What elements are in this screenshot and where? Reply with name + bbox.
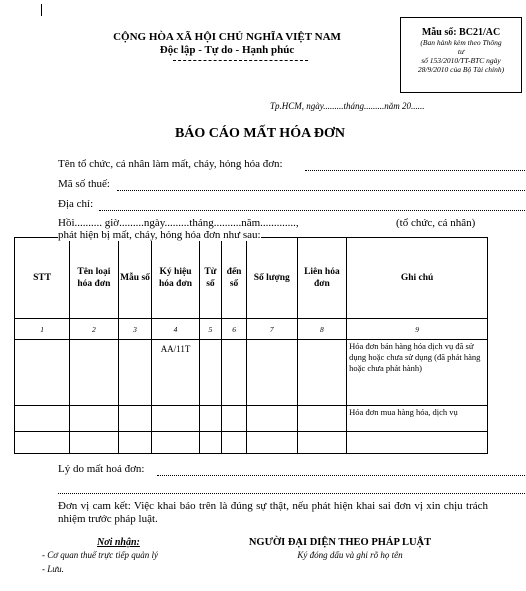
- num-cell: 4: [152, 319, 199, 340]
- recipient-1: - Cơ quan thuế trực tiếp quản lý: [42, 550, 158, 560]
- num-cell: 7: [246, 319, 297, 340]
- num-cell: 3: [118, 319, 152, 340]
- time-line-1b: (tổ chức, cá nhân): [396, 217, 476, 229]
- tax-code-field[interactable]: [117, 190, 525, 191]
- col-from-no: Từ số: [199, 238, 222, 319]
- form-code-box: [400, 17, 522, 93]
- table-row: [15, 340, 488, 406]
- table-cell[interactable]: [297, 406, 347, 432]
- num-cell: 9: [347, 319, 488, 340]
- table-cell[interactable]: [246, 406, 297, 432]
- table-cell[interactable]: [15, 432, 70, 454]
- num-cell: 1: [15, 319, 70, 340]
- signer-note: Ký đóng dấu và ghi rõ họ tên: [297, 550, 403, 560]
- num-cell: 5: [199, 319, 222, 340]
- col-quantity: Số lượng: [246, 238, 297, 319]
- motto-underline: [173, 60, 308, 61]
- report-title: BÁO CÁO MẤT HÓA ĐƠN: [174, 126, 346, 141]
- note-cell[interactable]: Hóa đơn mua hàng hóa, dịch vụ: [347, 406, 488, 432]
- table-cell[interactable]: [70, 432, 118, 454]
- table-cell[interactable]: [118, 406, 152, 432]
- num-cell: 2: [70, 319, 118, 340]
- reason-label: Lý do mất hoá đơn:: [58, 463, 145, 475]
- republic-heading: CỘNG HÒA XÃ HỘI CHỦ NGHĨA VIỆT NAM: [113, 31, 341, 43]
- table-row: [15, 406, 488, 432]
- org-name-label: Tên tổ chức, cá nhân làm mất, cháy, hỏng hóa đơn:: [58, 158, 283, 170]
- table-cell[interactable]: [70, 340, 118, 406]
- num-cell: 6: [222, 319, 247, 340]
- table-row: [15, 432, 488, 454]
- num-cell: 8: [297, 319, 347, 340]
- note-cell[interactable]: Hóa đơn bán hàng hóa dịch vụ đã sử dụng hoặc chưa sử dụng (đã phát hàng hoặc chưa phát hành): [347, 340, 488, 406]
- margin-tick: [41, 4, 42, 16]
- table-header-row: [15, 238, 488, 319]
- table-number-row: [15, 319, 488, 340]
- table-cell[interactable]: [222, 406, 247, 432]
- col-form-no: Mẫu số: [118, 238, 152, 319]
- table-cell[interactable]: [297, 432, 347, 454]
- form-code: Mẫu số: BC21/AC: [421, 27, 501, 38]
- col-copy: Liên hóa đơn: [297, 238, 347, 319]
- col-stt: STT: [15, 238, 70, 319]
- table-cell[interactable]: [199, 340, 222, 406]
- place-date: Tp.HCM, ngày.........tháng.........năm 20......: [270, 101, 425, 111]
- form-note-line-1: (Ban hành kèm theo Thông: [420, 38, 502, 47]
- signer-title: NGƯỜI ĐẠI DIỆN THEO PHÁP LUẬT: [248, 537, 432, 548]
- commitment-text: Đơn vị cam kết: Việc khai báo trên là đúng sự thật, nếu phát hiện khai sai đơn vị xin chịu trách nhiệm trước pháp luật.: [58, 500, 488, 525]
- col-note: Ghi chú: [347, 238, 488, 319]
- table-cell[interactable]: [118, 432, 152, 454]
- address-field[interactable]: [99, 210, 525, 211]
- time-line-1: Hồi.......... giờ.........ngày.........tháng..........năm.............,: [58, 217, 299, 229]
- recipients-title: Nơi nhận:: [97, 537, 140, 548]
- table-cell[interactable]: [118, 340, 152, 406]
- table-cell[interactable]: [199, 406, 222, 432]
- address-label: Địa chỉ:: [58, 198, 94, 210]
- form-note-line-4: 28/9/2010 của Bộ Tài chính): [417, 65, 505, 74]
- table-cell[interactable]: [152, 406, 199, 432]
- table-cell[interactable]: [199, 432, 222, 454]
- table-cell[interactable]: [347, 432, 488, 454]
- time-line-2-visible: phát hiện bị mất, cháy, hỏng hóa đơn như sau:: [58, 229, 261, 241]
- table-cell[interactable]: [152, 432, 199, 454]
- form-note-line-2: tư: [457, 47, 465, 56]
- table-cell[interactable]: [15, 406, 70, 432]
- col-invoice-type: Tên loại hóa đơn: [70, 238, 118, 319]
- motto: Độc lập - Tự do - Hạnh phúc: [159, 44, 295, 56]
- lost-invoice-table: [14, 237, 488, 454]
- table-cell[interactable]: [222, 340, 247, 406]
- tax-code-label: Mã số thuế:: [58, 178, 110, 190]
- col-invoice-symbol: Ký hiệu hóa đơn: [152, 238, 199, 319]
- table-cell[interactable]: [70, 406, 118, 432]
- org-name-field[interactable]: [305, 170, 525, 171]
- form-note-line-3: số 153/2010/TT-BTC ngày: [421, 56, 501, 65]
- recipient-2: - Lưu.: [42, 564, 64, 574]
- reason-field-line-2[interactable]: [58, 493, 525, 494]
- invoice-symbol-cell[interactable]: AA/11T: [152, 340, 199, 406]
- table-cell[interactable]: [246, 432, 297, 454]
- table-cell[interactable]: [297, 340, 347, 406]
- reason-field[interactable]: [157, 475, 525, 476]
- table-cell[interactable]: [15, 340, 70, 406]
- table-cell[interactable]: [246, 340, 297, 406]
- col-to-no: đến số: [222, 238, 247, 319]
- table-cell[interactable]: [222, 432, 247, 454]
